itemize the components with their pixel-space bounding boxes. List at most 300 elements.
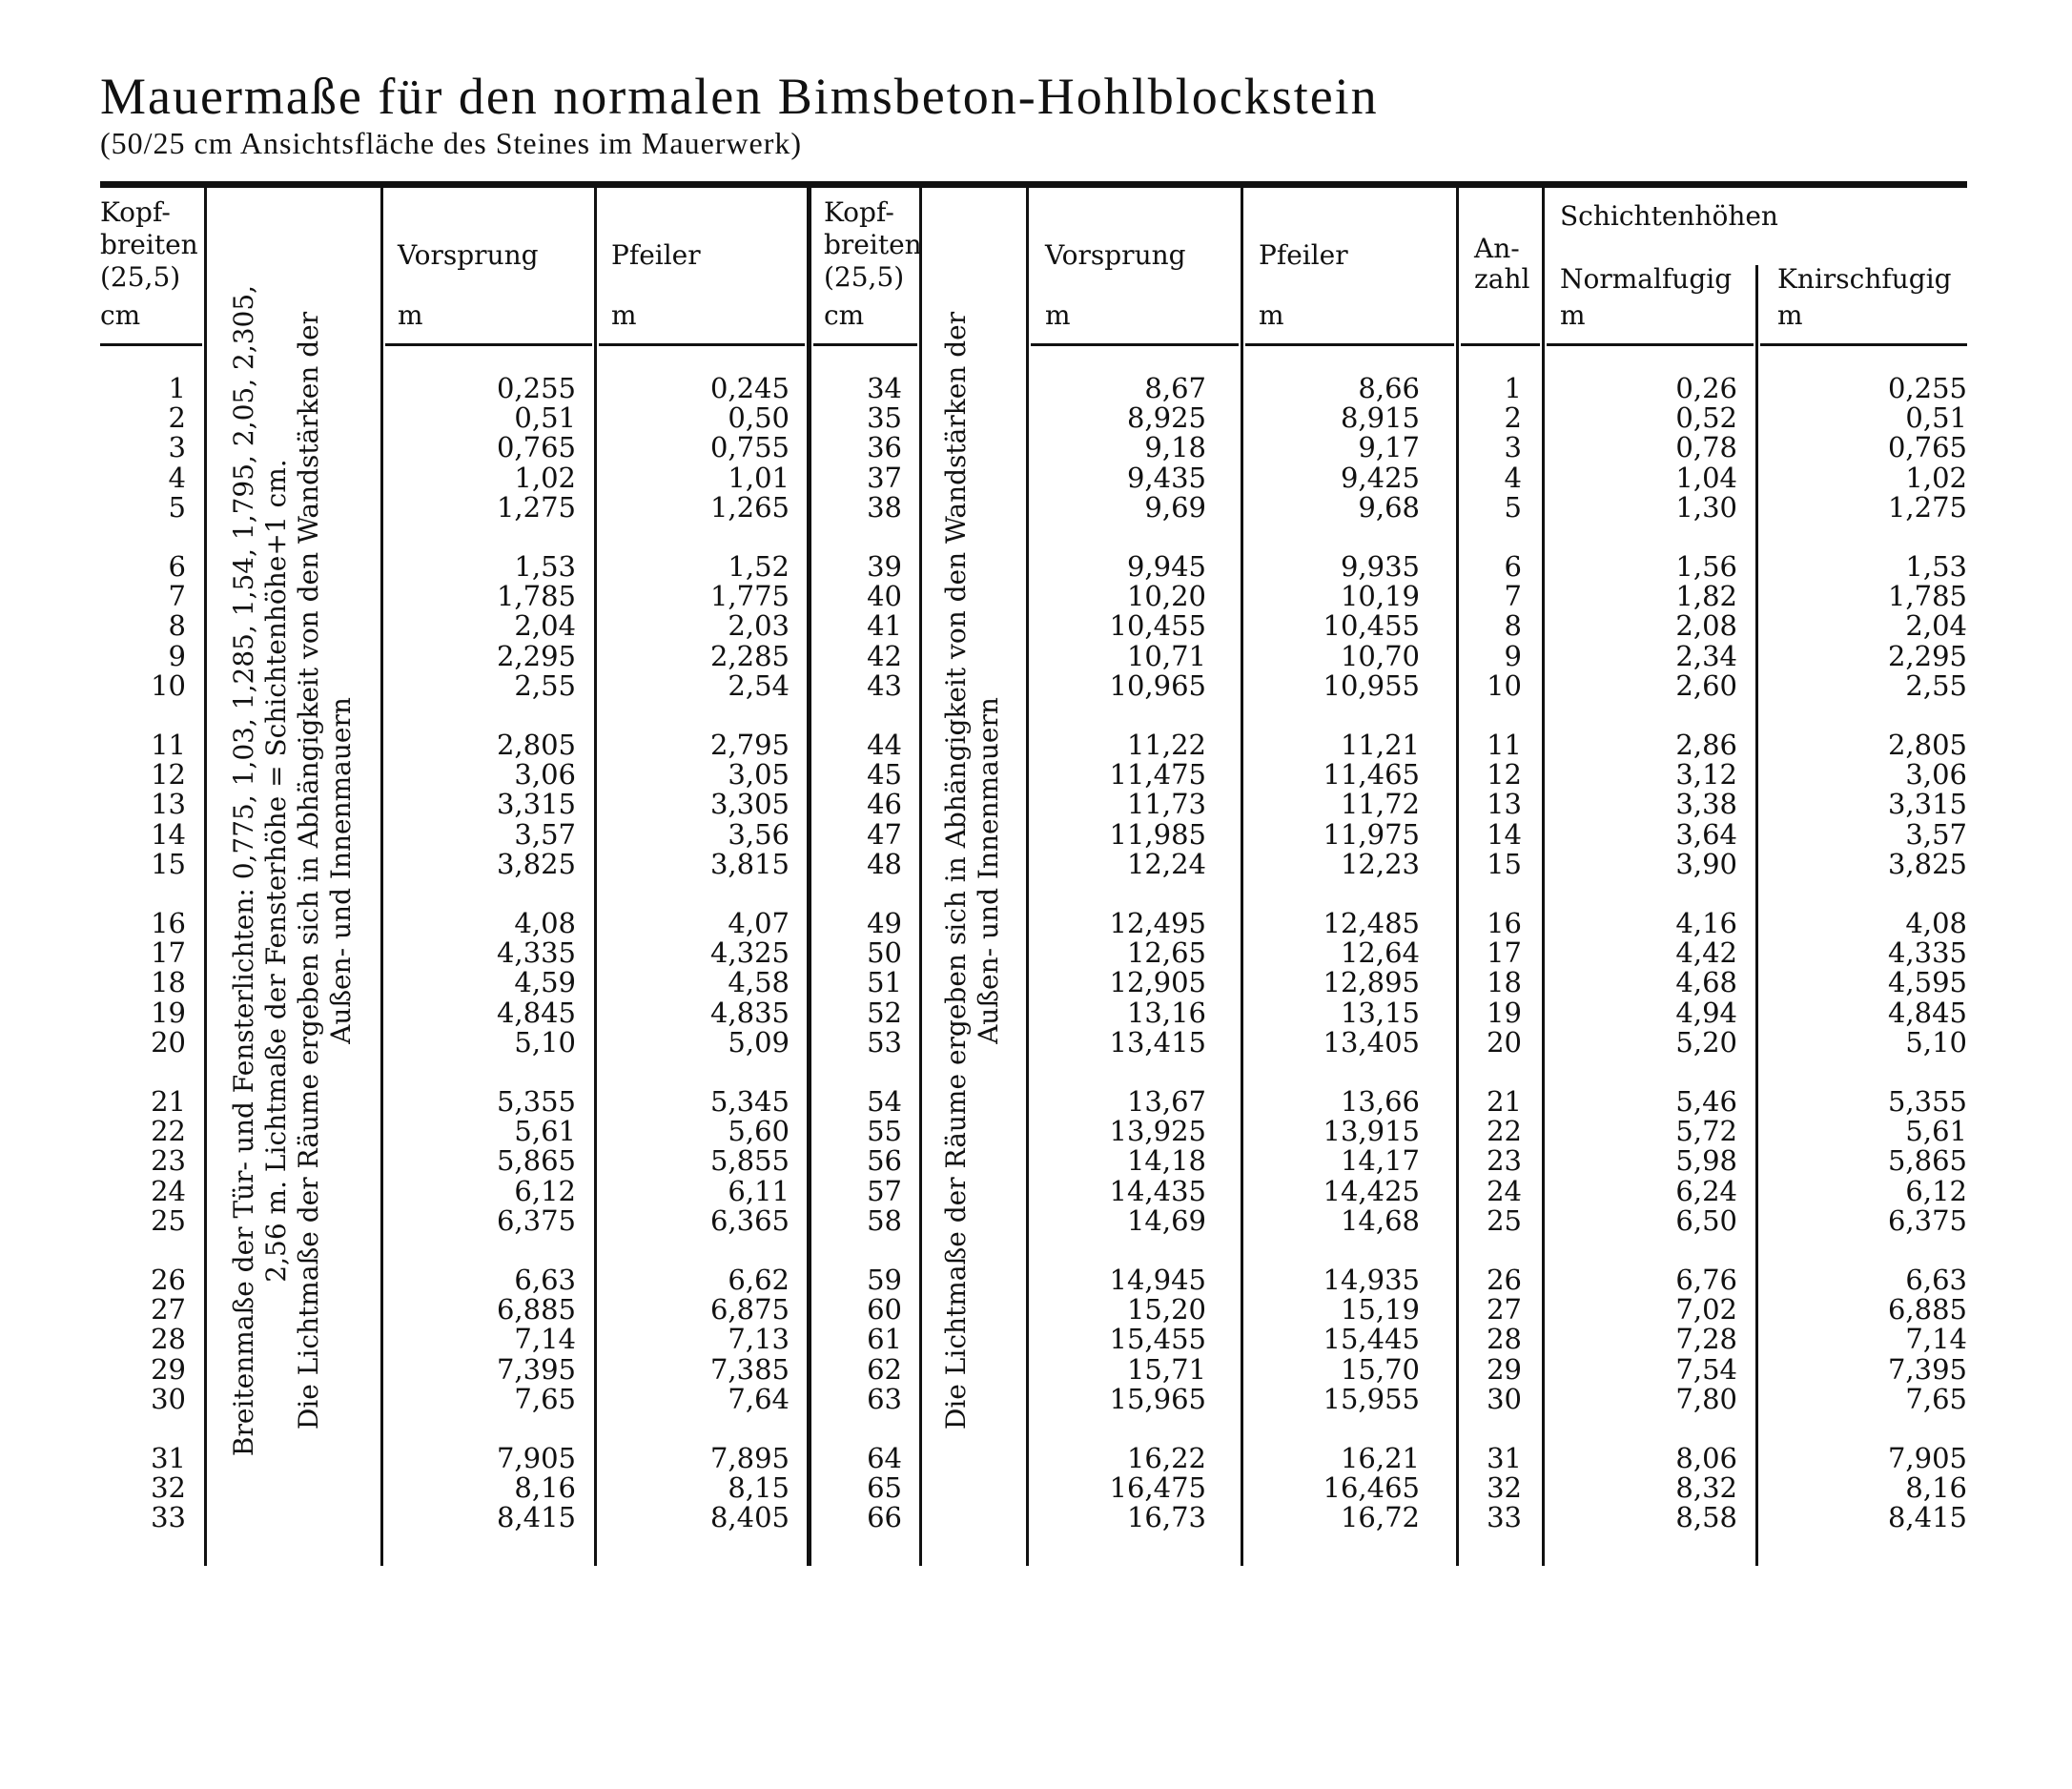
vorsprung-cell: 8,415: [496, 1501, 576, 1534]
knirschfugig-cell: 7,395: [1887, 1352, 1967, 1386]
header-vorsprung: Vorsprung: [398, 239, 539, 271]
kopfbreite-cell: 53: [867, 1025, 902, 1059]
vorsprung-cell: 5,61: [514, 1115, 576, 1148]
normalfugig-cell: 6,50: [1675, 1203, 1737, 1237]
kopfbreite-cell: 60: [867, 1293, 902, 1326]
normalfugig-cell: 7,80: [1675, 1382, 1737, 1415]
kopfbreite-cell: 24: [151, 1174, 186, 1207]
anzahl-cell: 4: [1504, 461, 1522, 494]
pfeiler-cell: 12,485: [1323, 907, 1420, 939]
pfeiler-cell: 2,54: [728, 668, 790, 702]
header-vorsprung-unit: m: [1045, 299, 1071, 331]
kopfbreite-cell: 15: [151, 847, 186, 880]
page-subtitle: (50/25 cm Ansichtsfläche des Steines im Mauerwerk): [100, 126, 803, 160]
vorsprung-cell: 6,63: [514, 1264, 576, 1296]
knirschfugig-cell: 5,355: [1887, 1085, 1967, 1118]
kopfbreite-cell: 45: [867, 758, 902, 792]
normalfugig-cell: 0,78: [1675, 431, 1737, 464]
knirschfugig-cell: 7,14: [1905, 1323, 1967, 1356]
vorsprung-cell: 10,71: [1126, 639, 1206, 672]
header-underline: [1547, 343, 1754, 346]
kopfbreite-cell: 38: [867, 490, 902, 524]
vorsprung-cell: 11,475: [1109, 758, 1206, 792]
normalfugig-cell: 4,42: [1675, 936, 1737, 970]
anzahl-cell: 25: [1487, 1203, 1522, 1237]
knirschfugig-cell: 4,08: [1905, 907, 1967, 939]
pfeiler-cell: 9,425: [1340, 461, 1420, 494]
anzahl-cell: 23: [1487, 1144, 1522, 1178]
vorsprung-cell: 16,22: [1126, 1442, 1206, 1474]
anzahl-cell: 9: [1504, 639, 1522, 672]
header-pfeiler-unit: m: [611, 299, 637, 331]
knirschfugig-cell: 5,865: [1887, 1144, 1967, 1178]
pfeiler-cell: 4,325: [709, 936, 790, 970]
anzahl-cell: 13: [1487, 788, 1522, 821]
kopfbreite-cell: 11: [151, 729, 186, 761]
vorsprung-cell: 2,55: [514, 668, 576, 702]
normalfugig-cell: 4,16: [1675, 907, 1737, 939]
normalfugig-cell: 2,08: [1675, 609, 1737, 643]
vorsprung-cell: 4,59: [514, 966, 576, 999]
vorsprung-cell: 7,14: [514, 1323, 576, 1356]
kopfbreite-cell: 65: [867, 1471, 902, 1505]
pfeiler-cell: 13,405: [1323, 1025, 1420, 1059]
header-kopfbreiten-line: Kopf-: [100, 196, 171, 228]
kopfbreite-cell: 35: [867, 401, 902, 435]
vorsprung-cell: 3,315: [496, 788, 576, 821]
kopfbreite-cell: 55: [867, 1115, 902, 1148]
vorsprung-cell: 14,435: [1109, 1174, 1206, 1207]
anzahl-cell: 3: [1504, 431, 1522, 464]
header-underline: [1760, 343, 1967, 346]
header-underline: [1031, 343, 1239, 346]
pfeiler-cell: 12,895: [1323, 966, 1420, 999]
vorsprung-cell: 9,18: [1144, 431, 1206, 464]
column-divider: [380, 188, 383, 1566]
vorsprung-cell: 13,67: [1126, 1085, 1206, 1118]
header-pfeiler: Pfeiler: [1259, 239, 1348, 271]
kopfbreite-cell: 36: [867, 431, 902, 464]
vorsprung-cell: 15,455: [1109, 1323, 1206, 1356]
anzahl-cell: 22: [1487, 1115, 1522, 1148]
vorsprung-cell: 1,785: [496, 580, 576, 613]
knirschfugig-cell: 3,57: [1905, 817, 1967, 851]
vorsprung-cell: 10,965: [1109, 668, 1206, 702]
anzahl-cell: 16: [1487, 907, 1522, 939]
page-title: Mauermaße für den normalen Bimsbeton-Hohlblockstein: [100, 68, 1379, 125]
top-rule: [100, 181, 1967, 188]
vorsprung-cell: 13,415: [1109, 1025, 1206, 1059]
vorsprung-cell: 12,495: [1109, 907, 1206, 939]
anzahl-cell: 28: [1487, 1323, 1522, 1356]
kopfbreite-cell: 56: [867, 1144, 902, 1178]
vorsprung-cell: 12,24: [1126, 847, 1206, 880]
header-underline: [599, 343, 805, 346]
pfeiler-cell: 10,19: [1340, 580, 1420, 613]
header-underline: [813, 343, 917, 346]
note-right-line: Die Lichtmaße der Räume ergeben sich in Abhängigkeit von den Wandstärken der: [940, 311, 972, 1430]
pfeiler-cell: 15,70: [1340, 1352, 1420, 1386]
normalfugig-cell: 5,46: [1675, 1085, 1737, 1118]
kopfbreite-cell: 21: [151, 1085, 186, 1118]
anzahl-cell: 15: [1487, 847, 1522, 880]
kopfbreite-cell: 16: [151, 907, 186, 939]
pfeiler-cell: 2,285: [709, 639, 790, 672]
pfeiler-cell: 15,445: [1323, 1323, 1420, 1356]
vorsprung-cell: 5,355: [496, 1085, 576, 1118]
column-divider: [1026, 188, 1029, 1566]
note-left-line: Breitenmaße der Tür- und Fensterlichten: 0,775, 1,03, 1,285, 1,54, 1,795, 2,05, 2,305,: [228, 284, 259, 1457]
kopfbreite-cell: 26: [151, 1264, 186, 1296]
normalfugig-cell: 2,60: [1675, 668, 1737, 702]
knirschfugig-cell: 7,905: [1887, 1442, 1967, 1474]
header-anzahl-line: An-: [1474, 233, 1520, 264]
knirschfugig-cell: 2,295: [1887, 639, 1967, 672]
header-pfeiler-unit: m: [1259, 299, 1284, 331]
pfeiler-cell: 5,855: [709, 1144, 790, 1178]
pfeiler-cell: 11,72: [1340, 788, 1420, 821]
knirschfugig-cell: 2,55: [1905, 668, 1967, 702]
header-anzahl-line: zahl: [1474, 263, 1530, 295]
vorsprung-cell: 3,825: [496, 847, 576, 880]
pfeiler-cell: 7,895: [709, 1442, 790, 1474]
pfeiler-cell: 3,815: [709, 847, 790, 880]
kopfbreite-cell: 44: [867, 729, 902, 761]
vorsprung-cell: 8,925: [1126, 401, 1206, 435]
kopfbreite-cell: 59: [867, 1264, 902, 1296]
vorsprung-cell: 8,67: [1144, 372, 1206, 404]
normalfugig-cell: 3,38: [1675, 788, 1737, 821]
normalfugig-cell: 7,02: [1675, 1293, 1737, 1326]
pfeiler-cell: 1,52: [728, 550, 790, 583]
vorsprung-cell: 16,475: [1109, 1471, 1206, 1505]
normalfugig-cell: 4,94: [1675, 996, 1737, 1029]
vorsprung-cell: 0,51: [514, 401, 576, 435]
header-kopfbreiten-unit: cm: [824, 299, 865, 331]
kopfbreite-cell: 43: [867, 668, 902, 702]
normalfugig-cell: 6,24: [1675, 1174, 1737, 1207]
kopfbreite-cell: 63: [867, 1382, 902, 1415]
pfeiler-cell: 2,795: [709, 729, 790, 761]
normalfugig-cell: 3,90: [1675, 847, 1737, 880]
anzahl-cell: 7: [1504, 580, 1522, 613]
vorsprung-cell: 6,885: [496, 1293, 576, 1326]
column-divider: [1456, 188, 1459, 1566]
knirschfugig-cell: 4,335: [1887, 936, 1967, 970]
vorsprung-cell: 15,20: [1126, 1293, 1206, 1326]
column-divider: [1755, 265, 1758, 1566]
kopfbreite-cell: 27: [151, 1293, 186, 1326]
normalfugig-cell: 5,20: [1675, 1025, 1737, 1059]
anzahl-cell: 11: [1487, 729, 1522, 761]
knirschfugig-cell: 3,315: [1887, 788, 1967, 821]
pfeiler-cell: 7,64: [728, 1382, 790, 1415]
vorsprung-cell: 1,53: [514, 550, 576, 583]
vorsprung-cell: 2,04: [514, 609, 576, 643]
pfeiler-cell: 14,68: [1340, 1203, 1420, 1237]
vorsprung-cell: 11,985: [1109, 817, 1206, 851]
pfeiler-cell: 12,64: [1340, 936, 1420, 970]
normalfugig-cell: 2,34: [1675, 639, 1737, 672]
vorsprung-cell: 7,905: [496, 1442, 576, 1474]
vorsprung-cell: 11,22: [1126, 729, 1206, 761]
kopfbreite-cell: 46: [867, 788, 902, 821]
vorsprung-cell: 4,335: [496, 936, 576, 970]
vorsprung-cell: 12,65: [1126, 936, 1206, 970]
vorsprung-cell: 14,69: [1126, 1203, 1206, 1237]
pfeiler-cell: 16,72: [1340, 1501, 1420, 1534]
normalfugig-cell: 0,52: [1675, 401, 1737, 435]
pfeiler-cell: 16,21: [1340, 1442, 1420, 1474]
kopfbreite-cell: 37: [867, 461, 902, 494]
normalfugig-cell: 8,06: [1675, 1442, 1737, 1474]
header-vorsprung-unit: m: [398, 299, 423, 331]
knirschfugig-cell: 4,595: [1887, 966, 1967, 999]
vorsprung-cell: 2,295: [496, 639, 576, 672]
vorsprung-cell: 0,255: [496, 372, 576, 404]
pfeiler-cell: 0,245: [709, 372, 790, 404]
pfeiler-cell: 7,385: [709, 1352, 790, 1386]
anzahl-cell: 30: [1487, 1382, 1522, 1415]
vorsprung-cell: 6,12: [514, 1174, 576, 1207]
knirschfugig-cell: 0,765: [1887, 431, 1967, 464]
kopfbreite-cell: 10: [151, 668, 186, 702]
header-vorsprung: Vorsprung: [1045, 239, 1186, 271]
normalfugig-cell: 7,54: [1675, 1352, 1737, 1386]
header-underline: [100, 343, 202, 346]
kopfbreite-cell: 54: [867, 1085, 902, 1118]
knirschfugig-cell: 1,53: [1905, 550, 1967, 583]
pfeiler-cell: 8,66: [1358, 372, 1420, 404]
pfeiler-cell: 8,405: [709, 1501, 790, 1534]
kopfbreite-cell: 23: [151, 1144, 186, 1178]
knirschfugig-cell: 3,06: [1905, 758, 1967, 792]
normalfugig-cell: 8,58: [1675, 1501, 1737, 1534]
normalfugig-cell: 3,12: [1675, 758, 1737, 792]
pfeiler-cell: 15,19: [1340, 1293, 1420, 1326]
kopfbreite-cell: 4: [168, 461, 186, 494]
knirschfugig-cell: 4,845: [1887, 996, 1967, 1029]
pfeiler-cell: 4,07: [728, 907, 790, 939]
normalfugig-cell: 1,30: [1675, 490, 1737, 524]
kopfbreite-cell: 61: [867, 1323, 902, 1356]
header-knirschfugig: Knirschfugig: [1777, 263, 1952, 295]
anzahl-cell: 18: [1487, 966, 1522, 999]
vorsprung-cell: 15,965: [1109, 1382, 1206, 1415]
vorsprung-cell: 5,10: [514, 1025, 576, 1059]
anzahl-cell: 32: [1487, 1471, 1522, 1505]
pfeiler-cell: 9,17: [1358, 431, 1420, 464]
anzahl-cell: 1: [1504, 372, 1522, 404]
kopfbreite-cell: 29: [151, 1352, 186, 1386]
kopfbreite-cell: 2: [168, 401, 186, 435]
vorsprung-cell: 7,395: [496, 1352, 576, 1386]
kopfbreite-cell: 42: [867, 639, 902, 672]
knirschfugig-cell: 6,63: [1905, 1264, 1967, 1296]
pfeiler-cell: 4,835: [709, 996, 790, 1029]
pfeiler-cell: 6,62: [728, 1264, 790, 1296]
note-left: [228, 285, 358, 1456]
kopfbreite-cell: 7: [168, 580, 186, 613]
pfeiler-cell: 13,15: [1340, 996, 1420, 1029]
vorsprung-cell: 8,16: [514, 1471, 576, 1505]
normalfugig-cell: 6,76: [1675, 1264, 1737, 1296]
knirschfugig-cell: 1,02: [1905, 461, 1967, 494]
knirschfugig-cell: 6,12: [1905, 1174, 1967, 1207]
kopfbreite-cell: 31: [151, 1442, 186, 1474]
header-normalfugig-unit: m: [1560, 299, 1586, 331]
anzahl-cell: 10: [1487, 668, 1522, 702]
kopfbreite-cell: 57: [867, 1174, 902, 1207]
knirschfugig-cell: 6,885: [1887, 1293, 1967, 1326]
kopfbreite-cell: 39: [867, 550, 902, 583]
kopfbreite-cell: 58: [867, 1203, 902, 1237]
anzahl-cell: 12: [1487, 758, 1522, 792]
pfeiler-cell: 8,915: [1340, 401, 1420, 435]
vorsprung-cell: 4,08: [514, 907, 576, 939]
normalfugig-cell: 8,32: [1675, 1471, 1737, 1505]
anzahl-cell: 33: [1487, 1501, 1522, 1534]
kopfbreite-cell: 1: [168, 372, 186, 404]
anzahl-cell: 6: [1504, 550, 1522, 583]
anzahl-cell: 27: [1487, 1293, 1522, 1326]
kopfbreite-cell: 25: [151, 1203, 186, 1237]
header-underline: [1245, 343, 1454, 346]
note-right: [940, 312, 1005, 1429]
vorsprung-cell: 15,71: [1126, 1352, 1206, 1386]
normalfugig-cell: 7,28: [1675, 1323, 1737, 1356]
pfeiler-cell: 14,17: [1340, 1144, 1420, 1178]
vorsprung-cell: 9,69: [1144, 490, 1206, 524]
vorsprung-cell: 1,02: [514, 461, 576, 494]
kopfbreite-cell: 22: [151, 1115, 186, 1148]
vorsprung-cell: 1,275: [496, 490, 576, 524]
note-left-line: Außen- und Innenmauern: [325, 697, 357, 1044]
kopfbreite-cell: 20: [151, 1025, 186, 1059]
knirschfugig-cell: 1,275: [1887, 490, 1967, 524]
vorsprung-cell: 16,73: [1126, 1501, 1206, 1534]
kopfbreite-cell: 28: [151, 1323, 186, 1356]
kopfbreite-cell: 17: [151, 936, 186, 970]
header-pfeiler: Pfeiler: [611, 239, 701, 271]
note-left-line: Die Lichtmaße der Räume ergeben sich in Abhängigkeit von den Wandstärken der: [293, 311, 324, 1430]
pfeiler-cell: 15,955: [1323, 1382, 1420, 1415]
anzahl-cell: 5: [1504, 490, 1522, 524]
vorsprung-cell: 10,455: [1109, 609, 1206, 643]
column-divider: [204, 188, 207, 1566]
pfeiler-cell: 3,05: [728, 758, 790, 792]
kopfbreite-cell: 40: [867, 580, 902, 613]
kopfbreite-cell: 48: [867, 847, 902, 880]
kopfbreite-cell: 32: [151, 1471, 186, 1505]
pfeiler-cell: 8,15: [728, 1471, 790, 1505]
pfeiler-cell: 10,70: [1340, 639, 1420, 672]
anzahl-cell: 20: [1487, 1025, 1522, 1059]
pfeiler-cell: 1,01: [728, 461, 790, 494]
kopfbreite-cell: 19: [151, 996, 186, 1029]
normalfugig-cell: 0,26: [1675, 372, 1737, 404]
pfeiler-cell: 1,775: [709, 580, 790, 613]
knirschfugig-cell: 1,785: [1887, 580, 1967, 613]
knirschfugig-cell: 5,61: [1905, 1115, 1967, 1148]
header-kopfbreiten-unit: cm: [100, 299, 141, 331]
kopfbreite-cell: 49: [867, 907, 902, 939]
knirschfugig-cell: 5,10: [1905, 1025, 1967, 1059]
kopfbreite-cell: 34: [867, 372, 902, 404]
anzahl-cell: 19: [1487, 996, 1522, 1029]
normalfugig-cell: 2,86: [1675, 729, 1737, 761]
anzahl-cell: 26: [1487, 1264, 1522, 1296]
kopfbreite-cell: 8: [168, 609, 186, 643]
vorsprung-cell: 12,905: [1109, 966, 1206, 999]
vorsprung-cell: 7,65: [514, 1382, 576, 1415]
note-right-line: Außen- und Innenmauern: [973, 697, 1004, 1044]
column-divider: [1241, 188, 1243, 1566]
kopfbreite-cell: 12: [151, 758, 186, 792]
vorsprung-cell: 0,765: [496, 431, 576, 464]
knirschfugig-cell: 2,805: [1887, 729, 1967, 761]
pfeiler-cell: 16,465: [1323, 1471, 1420, 1505]
vorsprung-cell: 6,375: [496, 1203, 576, 1237]
pfeiler-cell: 13,66: [1340, 1085, 1420, 1118]
vorsprung-cell: 3,06: [514, 758, 576, 792]
pfeiler-cell: 13,915: [1323, 1115, 1420, 1148]
header-knirschfugig-unit: m: [1777, 299, 1803, 331]
note-left-line: 2,56 m. Lichtmaße der Fensterhöhe = Schichtenhöhe+1 cm.: [260, 459, 292, 1283]
anzahl-cell: 17: [1487, 936, 1522, 970]
knirschfugig-cell: 8,415: [1887, 1501, 1967, 1534]
column-divider: [1542, 188, 1545, 1566]
pfeiler-cell: 4,58: [728, 966, 790, 999]
pfeiler-cell: 7,13: [728, 1323, 790, 1356]
knirschfugig-cell: 0,51: [1905, 401, 1967, 435]
vorsprung-cell: 13,925: [1109, 1115, 1206, 1148]
kopfbreite-cell: 33: [151, 1501, 186, 1534]
column-divider: [594, 188, 597, 1566]
pfeiler-cell: 5,60: [728, 1115, 790, 1148]
pfeiler-cell: 1,265: [709, 490, 790, 524]
kopfbreite-cell: 52: [867, 996, 902, 1029]
anzahl-cell: 2: [1504, 401, 1522, 435]
normalfugig-cell: 3,64: [1675, 817, 1737, 851]
header-kopfbreiten-line: breiten: [100, 229, 198, 260]
vorsprung-cell: 9,435: [1126, 461, 1206, 494]
knirschfugig-cell: 2,04: [1905, 609, 1967, 643]
kopfbreite-cell: 66: [867, 1501, 902, 1534]
pfeiler-cell: 5,345: [709, 1085, 790, 1118]
header-underline: [1461, 343, 1540, 346]
knirschfugig-cell: 3,825: [1887, 847, 1967, 880]
pfeiler-cell: 14,935: [1323, 1264, 1420, 1296]
vorsprung-cell: 9,945: [1126, 550, 1206, 583]
kopfbreite-cell: 13: [151, 788, 186, 821]
kopfbreite-cell: 9: [168, 639, 186, 672]
kopfbreite-cell: 18: [151, 966, 186, 999]
kopfbreite-cell: 6: [168, 550, 186, 583]
normalfugig-cell: 4,68: [1675, 966, 1737, 999]
vorsprung-cell: 13,16: [1126, 996, 1206, 1029]
pfeiler-cell: 10,955: [1323, 668, 1420, 702]
pfeiler-cell: 6,365: [709, 1203, 790, 1237]
header-kopfbreiten-line: breiten: [824, 229, 922, 260]
pfeiler-cell: 14,425: [1323, 1174, 1420, 1207]
pfeiler-cell: 9,68: [1358, 490, 1420, 524]
knirschfugig-cell: 8,16: [1905, 1471, 1967, 1505]
knirschfugig-cell: 0,255: [1887, 372, 1967, 404]
normalfugig-cell: 1,82: [1675, 580, 1737, 613]
kopfbreite-cell: 50: [867, 936, 902, 970]
anzahl-cell: 29: [1487, 1352, 1522, 1386]
